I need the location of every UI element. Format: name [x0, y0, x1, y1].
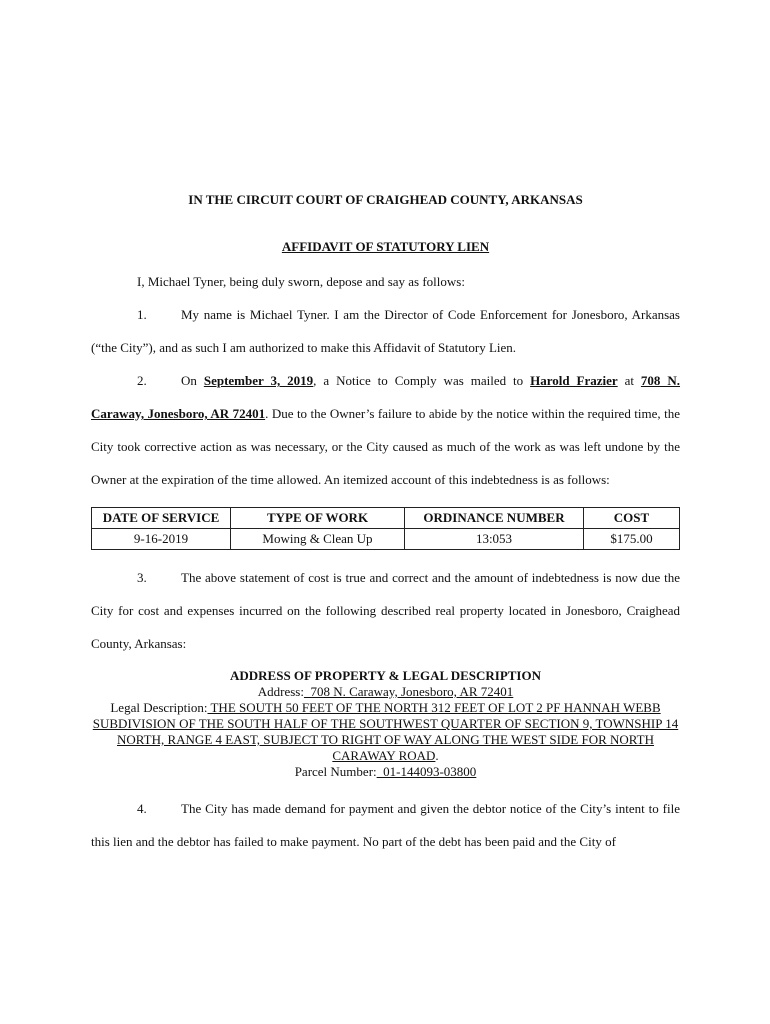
paragraph-3-number: 3. [137, 570, 147, 585]
paragraph-2-number: 2. [137, 373, 147, 388]
legal-description-block [91, 668, 680, 780]
property-address-line [91, 684, 680, 700]
paragraph-3-text: The above statement of cost is true and correct and the amount of indebtedness is now due the City for cost and expenses incurred on the following described real property located in Jonesboro, Craighead County, Arkansas: [91, 570, 680, 651]
notice-date: September 3, 2019 [203, 373, 314, 388]
paragraph-4-number: 4. [137, 801, 147, 816]
cell-ordinance-number: 13:053 [405, 529, 584, 550]
cell-date-of-service: 9-16-2019 [92, 529, 231, 550]
cost-table-header-row [92, 508, 680, 529]
paragraph-2-text-c: at [617, 373, 641, 388]
affidavit-body [91, 190, 680, 858]
paragraph-1-number: 1. [137, 307, 147, 322]
intro-paragraph: I, Michael Tyner, being duly sworn, depose and say as follows: [137, 274, 465, 289]
header-date-of-service: DATE OF SERVICE [92, 508, 231, 529]
table-row [92, 529, 680, 550]
paragraph-1-text: My name is Michael Tyner. I am the Director of Code Enforcement for Jonesboro, Arkansas (“the City”), and as such I am authorized to make this Affidavit of Statutory Lien. [91, 307, 680, 355]
address-label: Address: [257, 684, 304, 699]
owner-address: 708 N. Caraway, Jonesboro, AR 72401 [91, 373, 681, 421]
owner-name: Harold Frazier [530, 373, 618, 388]
legal-heading: ADDRESS OF PROPERTY & LEGAL DESCRIPTION [230, 668, 541, 683]
header-ordinance-number: ORDINANCE NUMBER [405, 508, 584, 529]
cell-cost: $175.00 [584, 529, 680, 550]
parcel-value: 01-144093-03800 [376, 764, 477, 779]
paragraph-2-text-a: On [181, 373, 204, 388]
legal-description-value: THE SOUTH 50 FEET OF THE NORTH 312 FEET OF LOT 2 PF HANNAH WEBB SUBDIVISION OF THE SOUTH HALF OF THE SOUTHWEST QUARTER OF SECTION 9, TOWNSHIP 14 NORTH, RANGE 4 EAST, SUBJECT TO RIGHT OF WAY ALONG THE WEST SIDE FOR NORTH CARAWAY ROAD [92, 700, 679, 763]
paragraph-3 [91, 561, 680, 660]
paragraph-2-text-d: . Due to the Owner’s failure to abide by the notice within the required time, the City took corrective action as was necessary, or the City caused as much of the work as was left undone by the Owner at the expiration of the time allowed. An itemized account of this indebtedness is as follows: [91, 406, 680, 487]
parcel-label: Parcel Number: [294, 764, 377, 779]
legal-description-line [91, 700, 680, 764]
paragraph-1 [91, 298, 680, 364]
paragraph-4 [91, 792, 680, 858]
paragraph-4-text: The City has made demand for payment and given the debtor notice of the City’s intent to file this lien and the debtor has failed to make payment. No part of the debt has been paid and the City of [91, 801, 680, 849]
parcel-number-line [91, 764, 680, 780]
header-cost: COST [584, 508, 680, 529]
court-heading: IN THE CIRCUIT COURT OF CRAIGHEAD COUNTY, ARKANSAS [188, 192, 583, 207]
header-type-of-work: TYPE OF WORK [231, 508, 405, 529]
legal-description-label: Legal Description: [110, 700, 208, 715]
paragraph-2-text-b: , a Notice to Comply was mailed to [313, 373, 531, 388]
legal-description-end: . [435, 748, 439, 763]
cost-table [91, 507, 680, 550]
cell-type-of-work: Mowing & Clean Up [231, 529, 405, 550]
paragraph-2 [91, 364, 680, 496]
document-title: AFFIDAVIT OF STATUTORY LIEN [281, 239, 490, 254]
address-value: 708 N. Caraway, Jonesboro, AR 72401 [303, 684, 514, 699]
